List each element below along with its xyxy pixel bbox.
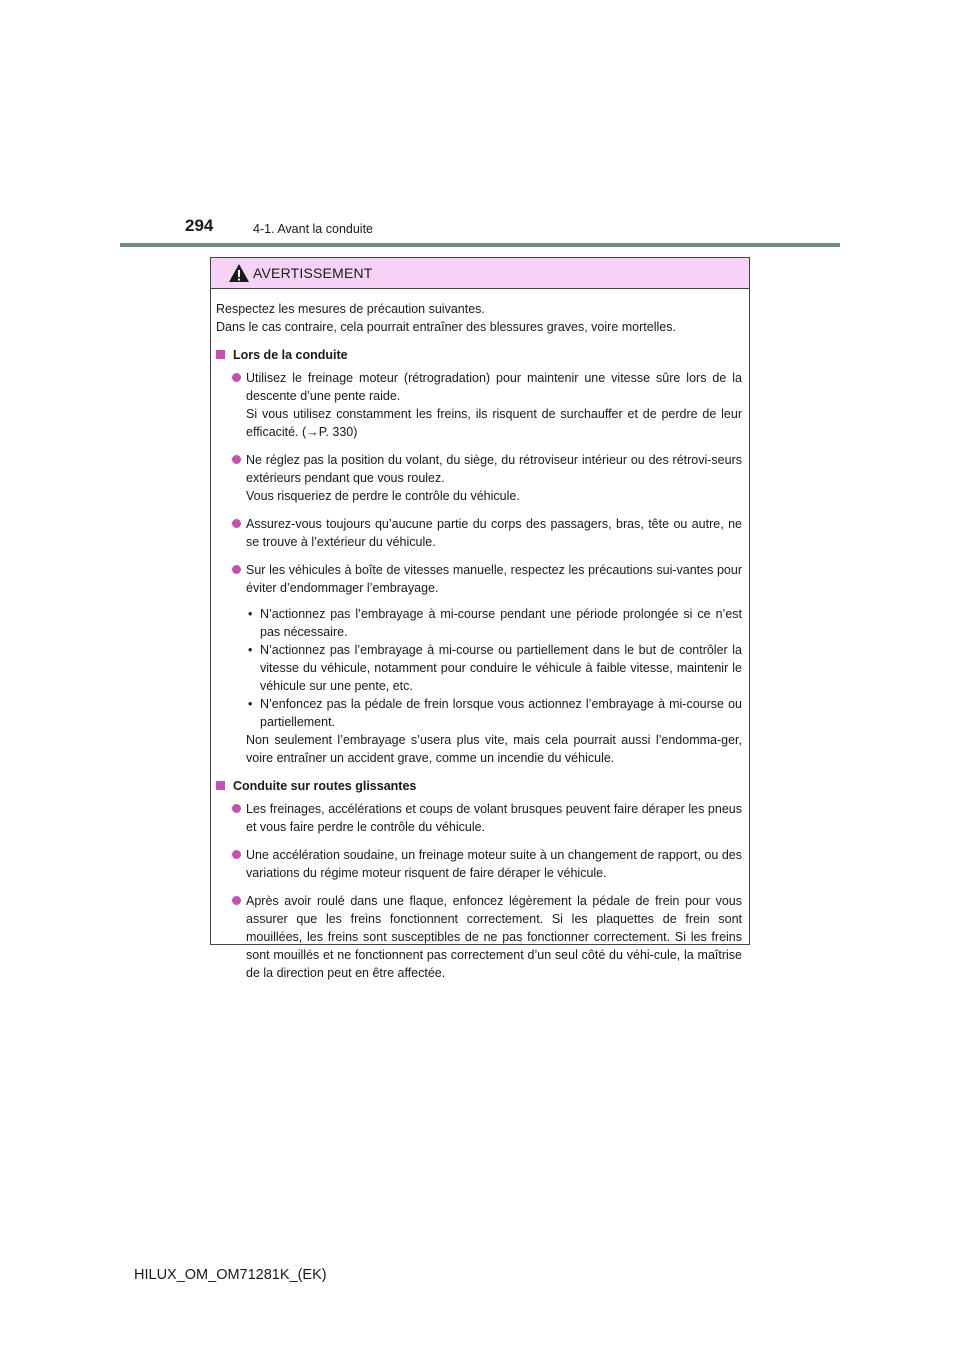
section-heading: Conduite sur routes glissantes (216, 777, 742, 795)
list-item: Utilisez le freinage moteur (rétrogradation) pour maintenir une vitesse sûre lors de la descente d’une pente raide. Si vous utilisez constamment les freins, ils risquent de surchauffer et de perdre de leur efficacité. (→P. 330) (216, 369, 742, 441)
circle-bullet-icon (232, 896, 241, 905)
square-bullet-icon (216, 781, 225, 790)
warning-box (210, 257, 750, 980)
list-item: Les freinages, accélérations et coups de volant brusques peuvent faire déraper les pneus et vous faire perdre le contrôle du véhicule. (216, 800, 742, 836)
list-item: Après avoir roulé dans une flaque, enfoncez légèrement la pédale de frein pour vous assurer que les freins fonctionnent correctement. Si les plaquettes de frein sont mouillées, les freins sont susceptibles de ne pas fonctionner correctement. Si les freins sont mouillés et ne fonctionnent pas correctement d’un seul côté du véhi-cule, la maîtrise de la direction peut en être affectée. (216, 892, 742, 982)
dot-bullet-icon: • (248, 607, 253, 621)
square-bullet-icon (216, 350, 225, 359)
sub-list (216, 605, 742, 731)
circle-bullet-icon (232, 565, 241, 574)
intro-line-1: Respectez les mesures de précaution suivantes. (216, 302, 485, 316)
circle-bullet-icon (232, 455, 241, 464)
list-item: Sur les véhicules à boîte de vitesses manuelle, respectez les précautions sui-vantes pour éviter d’endommager l’embrayage. (216, 561, 742, 597)
warning-title: AVERTISSEMENT (253, 265, 373, 281)
consequence-text: Non seulement l’embrayage s’usera plus vite, mais cela pourrait aussi l’endomma-ger, voire entraîner un accident grave, comme un incendie du véhicule. (246, 733, 742, 765)
section-title: 4-1. Avant la conduite (253, 222, 373, 236)
warning-header (211, 258, 749, 289)
sub-list-item: • N’actionnez pas l’embrayage à mi-course ou partiellement dans le but de contrôler la vitesse du véhicule, notamment pour conduire le véhicule à faible vitesse, maintenir le véhicule sur une pente, etc. (248, 643, 742, 693)
section-heading: Lors de la conduite (216, 346, 742, 364)
circle-bullet-icon (232, 373, 241, 382)
list-item: Assurez-vous toujours qu’aucune partie du corps des passagers, bras, tête ou autre, ne se trouve à l’extérieur du véhicule. (216, 515, 742, 551)
circle-bullet-icon (232, 850, 241, 859)
page-header (120, 214, 840, 246)
document-id: HILUX_OM_OM71281K_(EK) (134, 1267, 327, 1283)
circle-bullet-icon (232, 519, 241, 528)
sub-list-item: • N’actionnez pas l’embrayage à mi-course pendant une période prolongée si ce n’est pas nécessaire. (248, 607, 742, 639)
list-item: Une accélération soudaine, un freinage moteur suite à un changement de rapport, ou des variations du régime moteur risquent de faire déraper le véhicule. (216, 846, 742, 882)
page-number: 294 (185, 216, 214, 235)
warning-intro (216, 300, 742, 336)
dot-bullet-icon: • (248, 697, 253, 711)
warning-triangle-icon (228, 263, 250, 283)
intro-line-2: Dans le cas contraire, cela pourrait entraîner des blessures graves, voire mortelles. (216, 320, 676, 334)
header-divider (120, 243, 840, 247)
circle-bullet-icon (232, 804, 241, 813)
list-item: Ne réglez pas la position du volant, du siège, du rétroviseur intérieur ou des rétrovi-seurs extérieurs pendant que vous roulez. Vous risqueriez de perdre le contrôle du véhicule. (216, 451, 742, 505)
sub-list-item: • N’enfoncez pas la pédale de frein lorsque vous actionnez l’embrayage à mi-course ou partiellement. (248, 697, 742, 729)
warning-body (211, 289, 749, 982)
dot-bullet-icon: • (248, 643, 253, 657)
